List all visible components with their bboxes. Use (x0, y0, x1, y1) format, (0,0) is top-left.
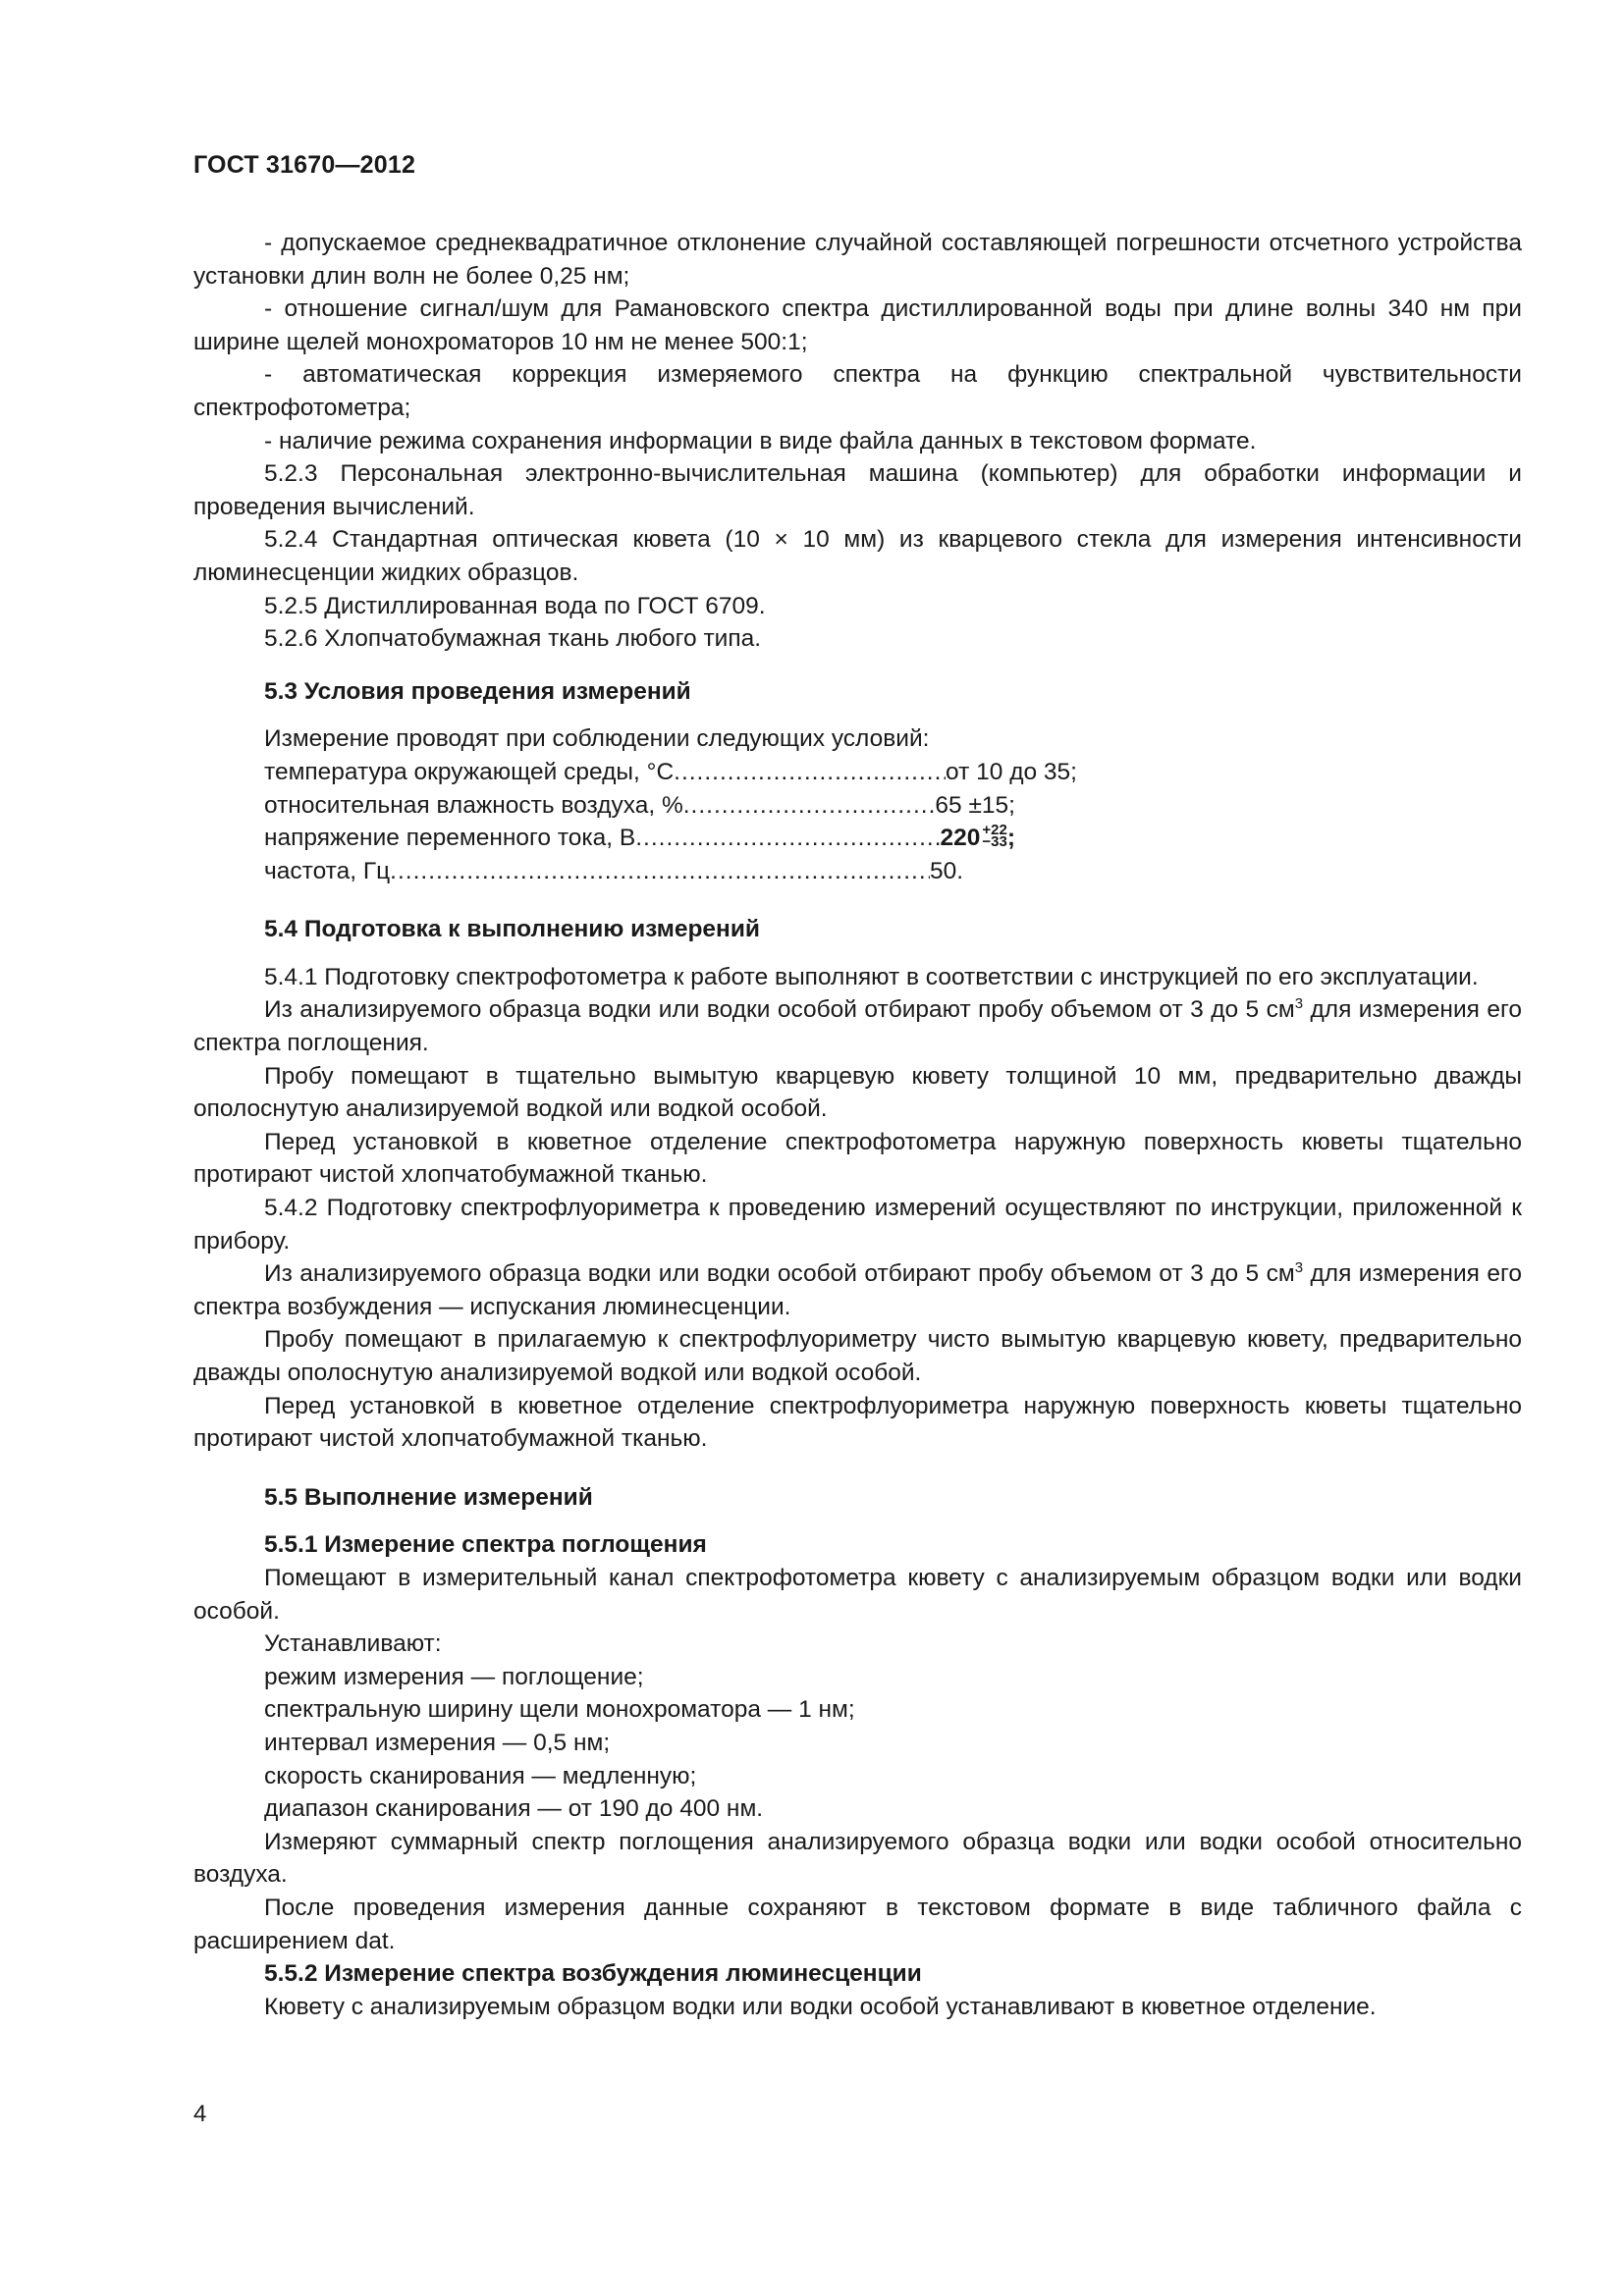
section-heading: 5.5 Выполнение измерений (264, 1483, 593, 1511)
condition-line (264, 756, 1077, 789)
paragraph: Помещают в измерительный канал спектрофотометра кювету с анализируемым образцом водки или водки особой. (193, 1564, 1522, 1625)
paragraph-tail: для измерения его спектра возбуждения — испускания люминесценции. (193, 1260, 1522, 1320)
superscript: 3 (1294, 995, 1304, 1013)
condition-value: 65 ±15; (935, 791, 1015, 819)
setting-item: диапазон сканирования — от 190 до 400 нм. (264, 1795, 764, 1823)
condition-value: 50. (929, 857, 963, 884)
paragraph: После проведения измерения данные сохраняют в текстовом формате в виде табличного файла с расширением dat. (193, 1894, 1522, 1954)
voltage-value: 220 (940, 825, 981, 852)
paragraph (193, 1257, 1522, 1323)
subsection-heading: 5.5.2 Измерение спектра возбуждения люминесценции (264, 1960, 922, 1988)
paragraph: Измеряют суммарный спектр поглощения анализируемого образца водки или водки особой относительно воздуха. (193, 1828, 1522, 1889)
leader-dots (683, 789, 936, 823)
paragraph: Перед установкой в кюветное отделение спектрофотометра наружную поверхность кюветы тщательно протирают чистой хлопчатобумажной тканью. (193, 1128, 1522, 1189)
condition-label: температура окружающей среды, °С (264, 758, 675, 785)
paragraph: - отношение сигнал/шум для Рамановского спектра дистиллированной воды при длине волны 340 нм при ширине щелей монохроматоров 10 нм не менее 500:1; (193, 295, 1522, 355)
paragraph-tail: для измерения его спектра поглощения. (193, 996, 1522, 1057)
condition-value: от 10 до 35; (946, 758, 1077, 785)
setting-item: режим измерения — поглощение; (264, 1663, 644, 1690)
settings-intro: Устанавливают: (264, 1630, 442, 1658)
paragraph: 5.4.2 Подготовку спектрофлуориметра к проведению измерений осуществляют по инструкции, приложенной к прибору. (193, 1195, 1522, 1255)
condition-line (264, 789, 1015, 823)
paragraph: 5.2.4 Стандартная оптическая кювета (10 × 10 мм) из кварцевого стекла для измерения интенсивности люминесценции жидких образцов. (193, 526, 1522, 586)
setting-item: скорость сканирования — медленную; (264, 1762, 697, 1789)
paragraph: 5.2.5 Дистиллированная вода по ГОСТ 6709. (264, 592, 766, 619)
voltage-end: ; (1006, 825, 1015, 852)
paragraph: Перед установкой в кюветное отделение спектрофлуориметра наружную поверхность кюветы тщательно протирают чистой хлопчатобумажной тканью. (193, 1392, 1522, 1453)
condition-line (264, 822, 1015, 855)
condition-line (264, 855, 963, 888)
paragraph: - автоматическая коррекция измеряемого спектра на функцию спектральной чувствительности спектрофотометра; (193, 361, 1522, 421)
paragraph: Кювету с анализируемым образцом водки или водки особой устанавливают в кюветное отделение. (264, 1993, 1377, 2020)
condition-label: частота, Гц (264, 857, 391, 884)
section-heading: 5.3 Условия проведения измерений (264, 677, 691, 705)
paragraph: Пробу помещают в тщательно вымытую кварцевую кювету толщиной 10 мм, предварительно дважды ополоснутую анализируемой водкой или водкой особой. (193, 1062, 1522, 1123)
setting-item: интервал измерения — 0,5 нм; (264, 1729, 611, 1756)
setting-item: спектральную ширину щели монохроматора — 1 нм; (264, 1696, 855, 1724)
document-body (193, 227, 1522, 2023)
paragraph-text: Из анализируемого образца водки или водки особой отбирают пробу объемом от 3 до 5 см (264, 1260, 1295, 1288)
leader-dots (635, 822, 940, 855)
leader-dots (390, 855, 930, 888)
voltage-tolerance (982, 821, 1007, 850)
paragraph: 5.2.3 Персональная электронно-вычислительная машина (компьютер) для обработки информации и проведения вычислений. (193, 460, 1522, 520)
page-number: 4 (193, 2101, 207, 2127)
condition-value (940, 822, 1015, 855)
document-header: ГОСТ 31670—2012 (193, 151, 416, 179)
paragraph: Пробу помещают в прилагаемую к спектрофлуориметру чисто вымытую кварцевую кювету, предварительно дважды ополоснутую анализируемой водкой или водкой особой. (193, 1326, 1522, 1386)
paragraph-text: Из анализируемого образца водки или водки особой отбирают пробу объемом от 3 до 5 см (264, 996, 1295, 1024)
condition-label: относительная влажность воздуха, % (264, 791, 683, 819)
condition-label: напряжение переменного тока, В (264, 825, 636, 852)
subsection-heading: 5.5.1 Измерение спектра поглощения (264, 1531, 707, 1559)
conditions-intro: Измерение проводят при соблюдении следующих условий: (264, 725, 930, 753)
paragraph: - допускаемое среднеквадратичное отклонение случайной составляющей погрешности отсчетного устройства установки длин волн не более 0,25 нм; (193, 230, 1522, 290)
paragraph (193, 993, 1522, 1059)
paragraph: - наличие режима сохранения информации в виде файла данных в текстовом формате. (264, 427, 1257, 454)
paragraph: 5.2.6 Хлопчатобумажная ткань любого типа. (264, 625, 762, 653)
leader-dots (674, 756, 946, 789)
tolerance-minus: −33 (982, 832, 1007, 850)
paragraph: 5.4.1 Подготовку спектрофотометра к работе выполняют в соответствии с инструкцией по его эксплуатации. (264, 963, 1479, 990)
superscript: 3 (1294, 1259, 1304, 1277)
conditions-block (193, 722, 1522, 887)
section-heading: 5.4 Подготовка к выполнению измерений (264, 916, 760, 943)
tolerance-plus: +22 (982, 821, 1007, 838)
